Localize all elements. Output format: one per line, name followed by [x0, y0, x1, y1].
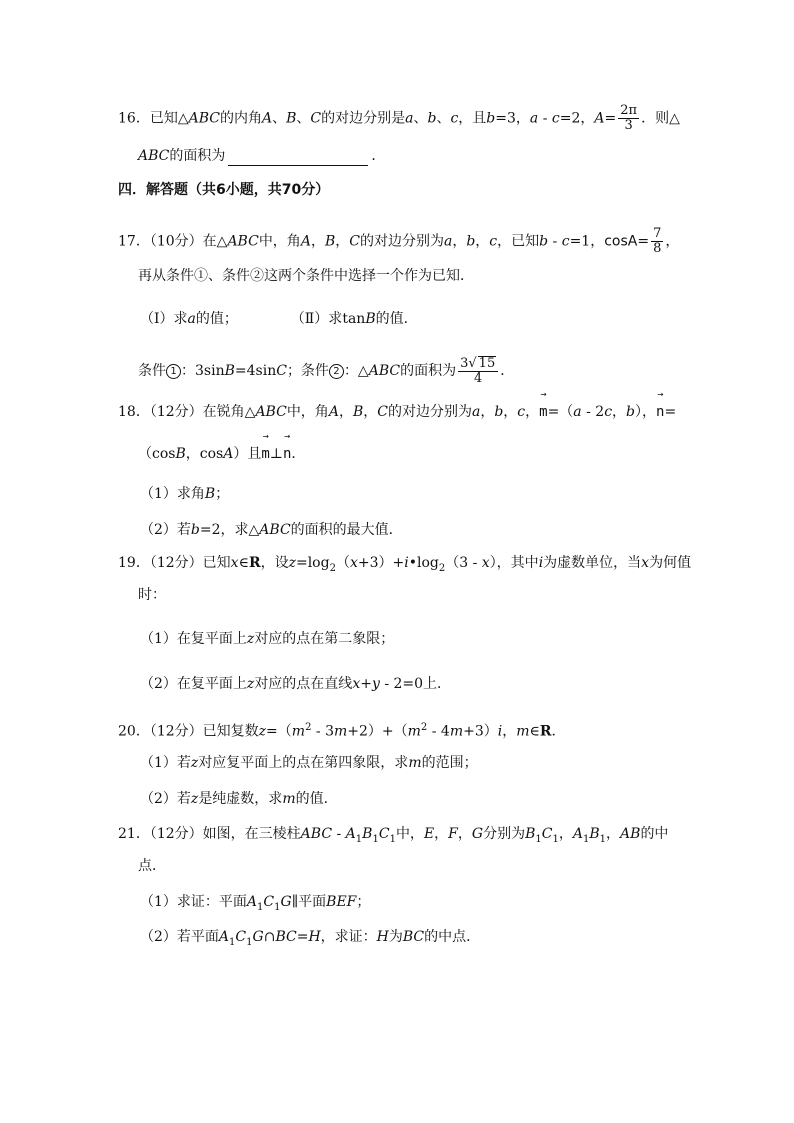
vector-m: → m: [539, 389, 548, 420]
question-17-parts: （Ⅰ）求a的值； （Ⅱ）求tanB的值．: [140, 311, 418, 327]
question-19-line-1: 19．（12分）已知x∈R，设$z=\log_2(x+3)+i•\log_2(3 - x)$，其中i为虚数单位，当x为何值: [118, 555, 692, 574]
question-16-line-1: 16．已知△ABC的内角A、B、C的对边分别是a、b、c，且b=3，a - c=2，A= $\frac{2\pi}{3}$ ．则△: [118, 103, 680, 133]
fraction-3sqrt15-over-4: $\frac{3√ 15}{4}$: [458, 356, 498, 386]
circled-number-2: 2: [329, 364, 344, 379]
vector-n: → n: [656, 389, 665, 420]
question-18-line-2: （cosB，cosA）且 → m⊥ → n．: [138, 431, 306, 462]
question-20-line-1: 20．（12分）已知复数$z=(m^2 - 3m+2)+(m^2 - 4m+3)i$，m∈R．: [118, 722, 566, 740]
question-17-conditions: 条件 1 ：3sinB=4sinC；条件 2 ：△ABC的面积为 $\frac{3√ 15}{4}$ ．: [138, 356, 515, 386]
fraction-7-over-8: $\frac{7}{8}$: [653, 226, 662, 256]
question-18-line-1: 18．（12分）在锐角△ABC中，角A，B，C的对边分别为a，b，c， → m=（a - 2c，b）， → n=: [118, 389, 677, 420]
question-19-part-1: （1）在复平面上z对应的点在第二象限；: [140, 631, 395, 647]
question-18-part-1: （1）求角B；: [140, 486, 230, 502]
fraction-2pi-over-3: $\frac{2\pi}{3}$: [620, 103, 638, 133]
question-19-part-2: （2）在复平面上z对应的点在直线x+y - 2=0上．: [140, 676, 452, 692]
question-21-part-1: （1）求证：平面$A_1C_1G\parallel$平面BEF；: [140, 894, 371, 913]
question-18-part-2: （2）若b=2，求△ABC的面积的最大值．: [140, 522, 403, 538]
question-17-line-2: 再从条件①、条件②这两个条件中选择一个作为已知．: [138, 268, 474, 284]
question-20-part-2: （2）若z是纯虚数，求m的值．: [140, 791, 338, 807]
answer-blank[interactable]: [228, 151, 368, 166]
question-17-line-1: 17．（10分）在△ABC中，角A，B，C的对边分别为a，b，c，已知b - c=1，cosA= $\frac{7}{8}$ ，: [118, 226, 680, 256]
vector-n-2: → n: [282, 431, 292, 462]
question-16-line-2: ABC的面积为 ．: [138, 148, 386, 164]
circled-number-1: 1: [166, 364, 181, 379]
question-21-line-2: 点．: [138, 858, 166, 874]
vector-m-2: → m: [261, 431, 270, 462]
question-21-line-1: 21．（12分）如图，在三棱柱ABC - $A_1B_1C_1$中，E，F，G分别为$B_1C_1$，$A_1B_1$，AB的中: [118, 826, 669, 845]
question-21-part-2: （2）若平面$A_1C_1G\cap BC=H$，求证：H为BC的中点．: [140, 929, 481, 948]
question-20-part-1: （1）若z对应复平面上的点在第四象限，求m的范围；: [140, 755, 478, 771]
section-heading: 四．解答题（共6小题，共70分）: [118, 182, 330, 198]
question-19-line-2: 时：: [138, 587, 166, 603]
